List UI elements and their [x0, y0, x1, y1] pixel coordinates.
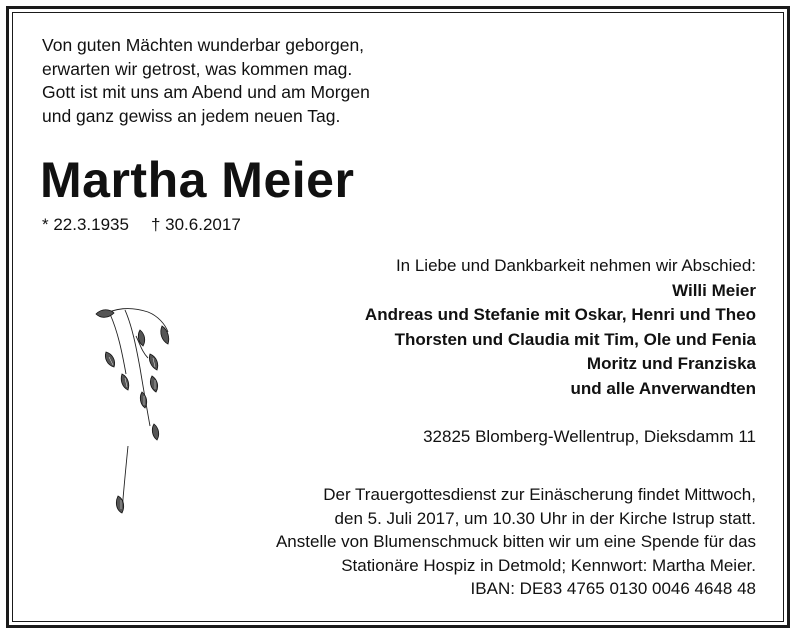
service-line: Anstelle von Blumenschmuck bitten wir um eine Spende für das: [275, 532, 756, 551]
deceased-name: Martha Meier: [40, 152, 355, 208]
iban-line: IBAN: DE83 4765 0130 0046 4648 48: [470, 579, 756, 598]
birch-branch-icon: [70, 296, 190, 536]
mourner-name: Thorsten und Claudia mit Tim, Ole und Fenia: [394, 329, 756, 349]
mourner-name: Andreas und Stefanie mit Oskar, Henri und Theo: [364, 305, 756, 324]
verse-line: Von guten Mächten wunderbar geborgen,: [42, 35, 365, 55]
verse-line: erwarten wir getrost, was kommen mag.: [42, 58, 353, 79]
service-line: Der Trauergottesdienst zur Einäscherung findet Mittwoch,: [323, 485, 756, 504]
family-address: 32825 Blomberg-Wellentrup, Dieksdamm 11: [423, 427, 756, 446]
service-line: den 5. Juli 2017, um 10.30 Uhr in der Kirche Istrup statt.: [334, 508, 756, 528]
service-info: [276, 483, 756, 601]
mourner-name: Willi Meier: [672, 280, 756, 300]
verse-block: [42, 34, 370, 128]
mourners-intro: In Liebe und Dankbarkeit nehmen wir Abschied:: [395, 256, 756, 275]
mourner-name: Moritz und Franziska: [586, 354, 756, 373]
life-dates: [42, 215, 241, 235]
death-date: † 30.6.2017: [150, 215, 241, 234]
verse-line: Gott ist mit uns am Abend und am Morgen: [42, 82, 370, 102]
service-line: Stationäre Hospiz in Detmold; Kennwort: Martha Meier.: [341, 555, 756, 575]
mourners-block: [365, 254, 756, 401]
birth-date: * 22.3.1935: [42, 215, 129, 234]
mourner-name: und alle Anverwandten: [570, 378, 756, 398]
verse-line: und ganz gewiss an jedem neuen Tag.: [42, 105, 341, 126]
